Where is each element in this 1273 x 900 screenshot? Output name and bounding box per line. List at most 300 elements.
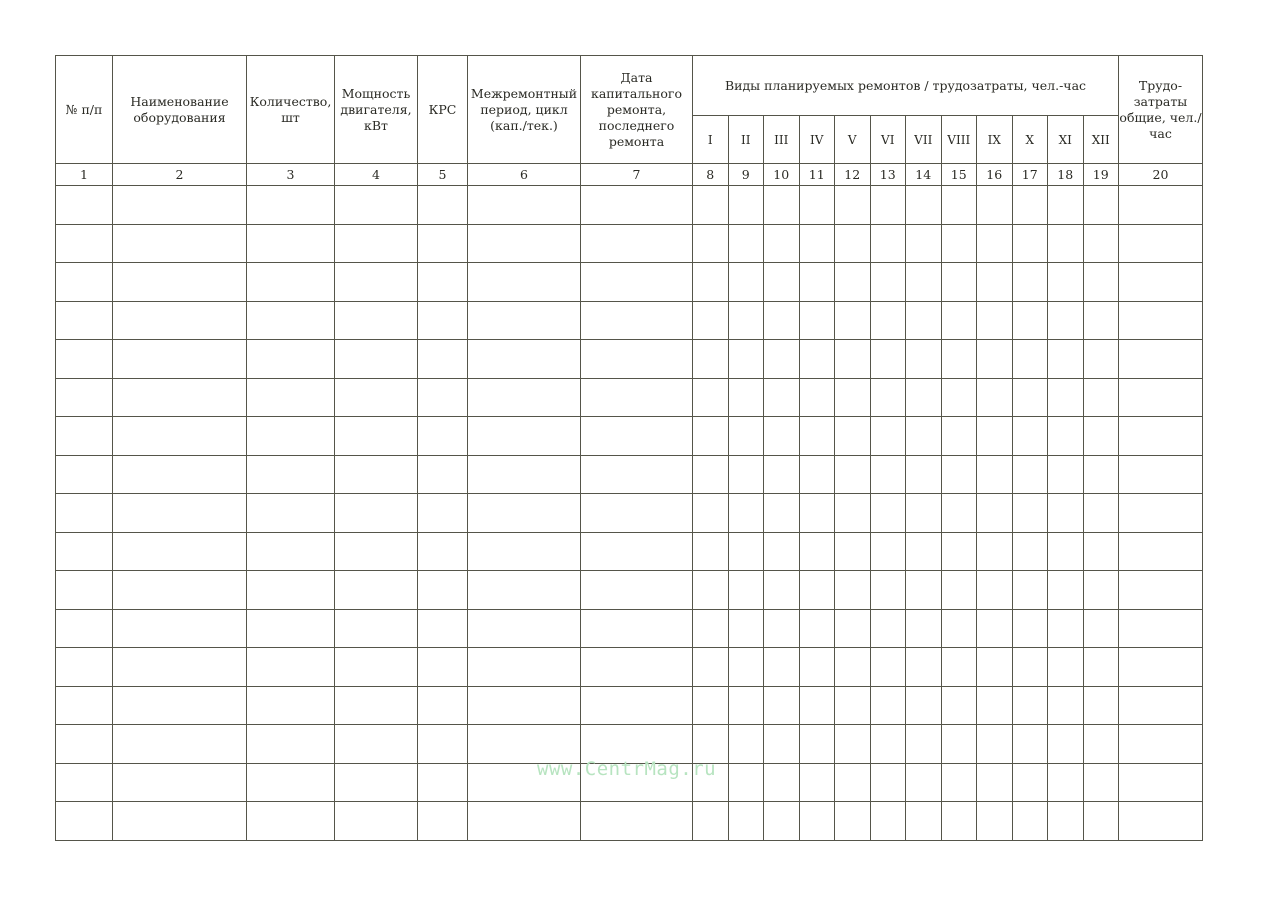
table-cell[interactable] [113, 686, 247, 725]
table-cell[interactable] [468, 417, 581, 456]
table-cell[interactable] [941, 455, 977, 494]
table-cell[interactable] [1012, 263, 1048, 302]
table-cell[interactable] [835, 648, 871, 687]
table-cell[interactable] [335, 763, 418, 802]
table-cell[interactable] [335, 340, 418, 379]
table-cell[interactable] [1048, 648, 1084, 687]
table-cell[interactable] [1119, 378, 1203, 417]
table-cell[interactable] [1119, 648, 1203, 687]
table-cell[interactable] [799, 455, 835, 494]
table-cell[interactable] [870, 224, 906, 263]
table-cell[interactable] [870, 378, 906, 417]
table-cell[interactable] [693, 263, 729, 302]
table-cell[interactable] [799, 186, 835, 225]
table-cell[interactable] [941, 378, 977, 417]
table-cell[interactable] [418, 571, 468, 610]
table-cell[interactable] [1048, 263, 1084, 302]
table-cell[interactable] [1012, 301, 1048, 340]
table-cell[interactable] [468, 532, 581, 571]
table-cell[interactable] [906, 802, 942, 841]
table-cell[interactable] [977, 186, 1013, 225]
table-cell[interactable] [56, 455, 113, 494]
table-cell[interactable] [764, 725, 800, 764]
table-cell[interactable] [418, 186, 468, 225]
table-cell[interactable] [581, 301, 693, 340]
table-cell[interactable] [581, 224, 693, 263]
table-cell[interactable] [1012, 763, 1048, 802]
table-cell[interactable] [113, 417, 247, 456]
table-cell[interactable] [468, 224, 581, 263]
table-cell[interactable] [247, 378, 335, 417]
table-cell[interactable] [728, 301, 764, 340]
table-cell[interactable] [728, 648, 764, 687]
table-cell[interactable] [799, 417, 835, 456]
table-cell[interactable] [1119, 494, 1203, 533]
table-cell[interactable] [1048, 186, 1084, 225]
table-cell[interactable] [835, 301, 871, 340]
table-cell[interactable] [835, 571, 871, 610]
table-cell[interactable] [1119, 609, 1203, 648]
table-cell[interactable] [693, 455, 729, 494]
table-cell[interactable] [799, 802, 835, 841]
table-cell[interactable] [941, 532, 977, 571]
table-cell[interactable] [247, 802, 335, 841]
table-cell[interactable] [799, 609, 835, 648]
table-cell[interactable] [335, 686, 418, 725]
table-cell[interactable] [581, 340, 693, 379]
table-cell[interactable] [764, 186, 800, 225]
table-cell[interactable] [1012, 686, 1048, 725]
table-cell[interactable] [56, 648, 113, 687]
table-cell[interactable] [870, 763, 906, 802]
table-cell[interactable] [468, 571, 581, 610]
table-cell[interactable] [977, 686, 1013, 725]
table-cell[interactable] [764, 802, 800, 841]
table-cell[interactable] [977, 378, 1013, 417]
table-cell[interactable] [870, 571, 906, 610]
table-cell[interactable] [906, 609, 942, 648]
table-cell[interactable] [113, 648, 247, 687]
table-cell[interactable] [1048, 340, 1084, 379]
table-cell[interactable] [1012, 186, 1048, 225]
table-cell[interactable] [1048, 494, 1084, 533]
table-cell[interactable] [799, 224, 835, 263]
table-cell[interactable] [56, 686, 113, 725]
table-cell[interactable] [693, 571, 729, 610]
table-cell[interactable] [728, 802, 764, 841]
table-cell[interactable] [113, 802, 247, 841]
table-cell[interactable] [977, 224, 1013, 263]
table-cell[interactable] [1119, 417, 1203, 456]
table-cell[interactable] [870, 494, 906, 533]
table-cell[interactable] [941, 763, 977, 802]
table-cell[interactable] [799, 532, 835, 571]
table-cell[interactable] [1048, 455, 1084, 494]
table-cell[interactable] [728, 686, 764, 725]
table-cell[interactable] [418, 494, 468, 533]
table-cell[interactable] [693, 648, 729, 687]
table-cell[interactable] [835, 340, 871, 379]
table-cell[interactable] [247, 224, 335, 263]
table-cell[interactable] [56, 417, 113, 456]
table-cell[interactable] [113, 340, 247, 379]
table-cell[interactable] [870, 802, 906, 841]
table-cell[interactable] [468, 340, 581, 379]
table-cell[interactable] [418, 725, 468, 764]
table-cell[interactable] [764, 301, 800, 340]
table-cell[interactable] [1119, 571, 1203, 610]
table-cell[interactable] [1119, 301, 1203, 340]
table-cell[interactable] [1083, 340, 1119, 379]
table-cell[interactable] [247, 571, 335, 610]
table-cell[interactable] [581, 455, 693, 494]
table-cell[interactable] [418, 263, 468, 302]
table-cell[interactable] [418, 378, 468, 417]
table-cell[interactable] [870, 417, 906, 456]
table-cell[interactable] [418, 802, 468, 841]
table-cell[interactable] [977, 494, 1013, 533]
table-cell[interactable] [799, 494, 835, 533]
table-cell[interactable] [335, 186, 418, 225]
table-cell[interactable] [56, 532, 113, 571]
table-cell[interactable] [870, 725, 906, 764]
table-cell[interactable] [728, 571, 764, 610]
table-cell[interactable] [728, 494, 764, 533]
table-cell[interactable] [693, 301, 729, 340]
table-cell[interactable] [941, 802, 977, 841]
table-cell[interactable] [835, 186, 871, 225]
table-cell[interactable] [835, 763, 871, 802]
table-cell[interactable] [906, 494, 942, 533]
table-cell[interactable] [906, 340, 942, 379]
table-cell[interactable] [335, 802, 418, 841]
table-cell[interactable] [1119, 263, 1203, 302]
table-cell[interactable] [247, 340, 335, 379]
table-cell[interactable] [1119, 763, 1203, 802]
table-cell[interactable] [977, 263, 1013, 302]
table-cell[interactable] [799, 725, 835, 764]
table-cell[interactable] [941, 301, 977, 340]
table-cell[interactable] [418, 340, 468, 379]
table-cell[interactable] [764, 417, 800, 456]
table-cell[interactable] [468, 686, 581, 725]
table-cell[interactable] [870, 686, 906, 725]
table-cell[interactable] [764, 340, 800, 379]
table-cell[interactable] [56, 263, 113, 302]
table-cell[interactable] [693, 340, 729, 379]
table-cell[interactable] [764, 763, 800, 802]
table-cell[interactable] [247, 648, 335, 687]
table-cell[interactable] [1048, 725, 1084, 764]
table-cell[interactable] [335, 417, 418, 456]
table-cell[interactable] [870, 455, 906, 494]
table-cell[interactable] [1083, 802, 1119, 841]
table-cell[interactable] [581, 686, 693, 725]
table-cell[interactable] [728, 186, 764, 225]
table-cell[interactable] [581, 648, 693, 687]
table-cell[interactable] [906, 224, 942, 263]
table-cell[interactable] [693, 224, 729, 263]
table-cell[interactable] [1012, 532, 1048, 571]
table-cell[interactable] [728, 417, 764, 456]
table-cell[interactable] [941, 686, 977, 725]
table-cell[interactable] [728, 224, 764, 263]
table-cell[interactable] [799, 263, 835, 302]
table-cell[interactable] [335, 224, 418, 263]
table-cell[interactable] [1048, 417, 1084, 456]
table-cell[interactable] [941, 186, 977, 225]
table-cell[interactable] [693, 494, 729, 533]
table-cell[interactable] [56, 494, 113, 533]
table-cell[interactable] [693, 378, 729, 417]
table-cell[interactable] [764, 532, 800, 571]
table-cell[interactable] [977, 532, 1013, 571]
table-cell[interactable] [1048, 378, 1084, 417]
table-cell[interactable] [113, 494, 247, 533]
table-cell[interactable] [906, 378, 942, 417]
table-cell[interactable] [693, 532, 729, 571]
table-cell[interactable] [113, 532, 247, 571]
table-cell[interactable] [335, 301, 418, 340]
table-cell[interactable] [941, 263, 977, 302]
table-cell[interactable] [1083, 455, 1119, 494]
table-cell[interactable] [581, 571, 693, 610]
table-cell[interactable] [418, 648, 468, 687]
table-cell[interactable] [335, 494, 418, 533]
table-cell[interactable] [941, 571, 977, 610]
table-cell[interactable] [56, 186, 113, 225]
table-cell[interactable] [247, 455, 335, 494]
table-cell[interactable] [468, 378, 581, 417]
table-cell[interactable] [977, 802, 1013, 841]
table-cell[interactable] [1083, 532, 1119, 571]
table-cell[interactable] [870, 340, 906, 379]
table-cell[interactable] [906, 571, 942, 610]
table-cell[interactable] [1083, 571, 1119, 610]
table-cell[interactable] [1119, 186, 1203, 225]
table-cell[interactable] [1012, 571, 1048, 610]
table-cell[interactable] [1048, 224, 1084, 263]
table-cell[interactable] [906, 301, 942, 340]
table-cell[interactable] [764, 648, 800, 687]
table-cell[interactable] [247, 686, 335, 725]
table-cell[interactable] [728, 340, 764, 379]
table-cell[interactable] [764, 686, 800, 725]
table-cell[interactable] [468, 494, 581, 533]
table-cell[interactable] [1083, 763, 1119, 802]
table-cell[interactable] [835, 686, 871, 725]
table-cell[interactable] [1119, 802, 1203, 841]
table-cell[interactable] [835, 802, 871, 841]
table-cell[interactable] [581, 417, 693, 456]
table-cell[interactable] [870, 186, 906, 225]
table-cell[interactable] [1083, 417, 1119, 456]
table-cell[interactable] [1083, 725, 1119, 764]
table-cell[interactable] [113, 263, 247, 302]
table-cell[interactable] [835, 725, 871, 764]
table-cell[interactable] [728, 532, 764, 571]
table-cell[interactable] [764, 224, 800, 263]
table-cell[interactable] [468, 609, 581, 648]
table-cell[interactable] [56, 763, 113, 802]
table-cell[interactable] [728, 378, 764, 417]
table-cell[interactable] [1012, 378, 1048, 417]
table-cell[interactable] [906, 763, 942, 802]
table-cell[interactable] [977, 571, 1013, 610]
table-cell[interactable] [764, 609, 800, 648]
table-cell[interactable] [247, 494, 335, 533]
table-cell[interactable] [581, 378, 693, 417]
table-cell[interactable] [1083, 378, 1119, 417]
table-cell[interactable] [977, 648, 1013, 687]
table-cell[interactable] [728, 455, 764, 494]
table-cell[interactable] [1012, 340, 1048, 379]
table-cell[interactable] [799, 763, 835, 802]
table-cell[interactable] [468, 648, 581, 687]
table-cell[interactable] [418, 763, 468, 802]
table-cell[interactable] [247, 609, 335, 648]
table-cell[interactable] [418, 417, 468, 456]
table-cell[interactable] [1083, 224, 1119, 263]
table-cell[interactable] [418, 301, 468, 340]
table-cell[interactable] [1083, 648, 1119, 687]
table-cell[interactable] [1012, 802, 1048, 841]
table-cell[interactable] [1048, 686, 1084, 725]
table-cell[interactable] [581, 532, 693, 571]
table-cell[interactable] [468, 455, 581, 494]
table-cell[interactable] [247, 725, 335, 764]
table-cell[interactable] [1012, 417, 1048, 456]
table-cell[interactable] [799, 648, 835, 687]
table-cell[interactable] [764, 571, 800, 610]
table-cell[interactable] [1048, 301, 1084, 340]
table-cell[interactable] [1012, 224, 1048, 263]
table-cell[interactable] [581, 609, 693, 648]
table-cell[interactable] [247, 532, 335, 571]
table-cell[interactable] [1119, 455, 1203, 494]
table-cell[interactable] [113, 186, 247, 225]
table-cell[interactable] [335, 455, 418, 494]
table-cell[interactable] [113, 571, 247, 610]
table-cell[interactable] [1119, 686, 1203, 725]
table-cell[interactable] [468, 263, 581, 302]
table-cell[interactable] [1083, 609, 1119, 648]
table-cell[interactable] [799, 378, 835, 417]
table-cell[interactable] [977, 609, 1013, 648]
table-cell[interactable] [113, 378, 247, 417]
table-cell[interactable] [335, 263, 418, 302]
table-cell[interactable] [1048, 802, 1084, 841]
table-cell[interactable] [835, 494, 871, 533]
table-cell[interactable] [906, 648, 942, 687]
table-cell[interactable] [56, 340, 113, 379]
table-cell[interactable] [113, 725, 247, 764]
table-cell[interactable] [906, 532, 942, 571]
table-cell[interactable] [906, 725, 942, 764]
table-cell[interactable] [1048, 532, 1084, 571]
table-cell[interactable] [113, 224, 247, 263]
table-cell[interactable] [835, 224, 871, 263]
table-cell[interactable] [906, 686, 942, 725]
table-cell[interactable] [581, 263, 693, 302]
table-cell[interactable] [468, 802, 581, 841]
table-cell[interactable] [977, 340, 1013, 379]
table-cell[interactable] [1048, 609, 1084, 648]
table-cell[interactable] [835, 609, 871, 648]
table-cell[interactable] [693, 686, 729, 725]
table-cell[interactable] [113, 301, 247, 340]
table-cell[interactable] [56, 609, 113, 648]
table-cell[interactable] [977, 301, 1013, 340]
table-cell[interactable] [1012, 494, 1048, 533]
table-cell[interactable] [1083, 301, 1119, 340]
table-cell[interactable] [764, 494, 800, 533]
table-cell[interactable] [906, 455, 942, 494]
table-cell[interactable] [1119, 340, 1203, 379]
table-cell[interactable] [1012, 609, 1048, 648]
table-cell[interactable] [693, 417, 729, 456]
table-cell[interactable] [764, 263, 800, 302]
table-cell[interactable] [468, 301, 581, 340]
table-cell[interactable] [941, 648, 977, 687]
table-cell[interactable] [56, 571, 113, 610]
table-cell[interactable] [418, 609, 468, 648]
table-cell[interactable] [1012, 725, 1048, 764]
table-cell[interactable] [870, 532, 906, 571]
table-cell[interactable] [977, 455, 1013, 494]
table-cell[interactable] [581, 802, 693, 841]
table-cell[interactable] [418, 532, 468, 571]
table-cell[interactable] [56, 378, 113, 417]
table-cell[interactable] [835, 455, 871, 494]
table-cell[interactable] [1048, 571, 1084, 610]
table-cell[interactable] [941, 725, 977, 764]
table-cell[interactable] [581, 186, 693, 225]
table-cell[interactable] [977, 763, 1013, 802]
table-cell[interactable] [835, 378, 871, 417]
table-cell[interactable] [941, 417, 977, 456]
table-cell[interactable] [418, 224, 468, 263]
table-cell[interactable] [764, 455, 800, 494]
table-cell[interactable] [247, 301, 335, 340]
table-cell[interactable] [906, 263, 942, 302]
table-cell[interactable] [247, 417, 335, 456]
table-cell[interactable] [581, 494, 693, 533]
table-cell[interactable] [1048, 763, 1084, 802]
table-cell[interactable] [693, 609, 729, 648]
table-cell[interactable] [1083, 186, 1119, 225]
table-cell[interactable] [799, 301, 835, 340]
table-cell[interactable] [335, 648, 418, 687]
table-cell[interactable] [56, 224, 113, 263]
table-cell[interactable] [335, 532, 418, 571]
table-cell[interactable] [870, 301, 906, 340]
table-cell[interactable] [906, 417, 942, 456]
table-cell[interactable] [1119, 224, 1203, 263]
table-cell[interactable] [247, 263, 335, 302]
table-cell[interactable] [870, 263, 906, 302]
table-cell[interactable] [1083, 686, 1119, 725]
table-cell[interactable] [468, 186, 581, 225]
table-cell[interactable] [941, 340, 977, 379]
table-cell[interactable] [906, 186, 942, 225]
table-cell[interactable] [941, 494, 977, 533]
table-cell[interactable] [113, 455, 247, 494]
table-cell[interactable] [835, 417, 871, 456]
table-cell[interactable] [941, 224, 977, 263]
table-cell[interactable] [799, 686, 835, 725]
table-cell[interactable] [1012, 648, 1048, 687]
